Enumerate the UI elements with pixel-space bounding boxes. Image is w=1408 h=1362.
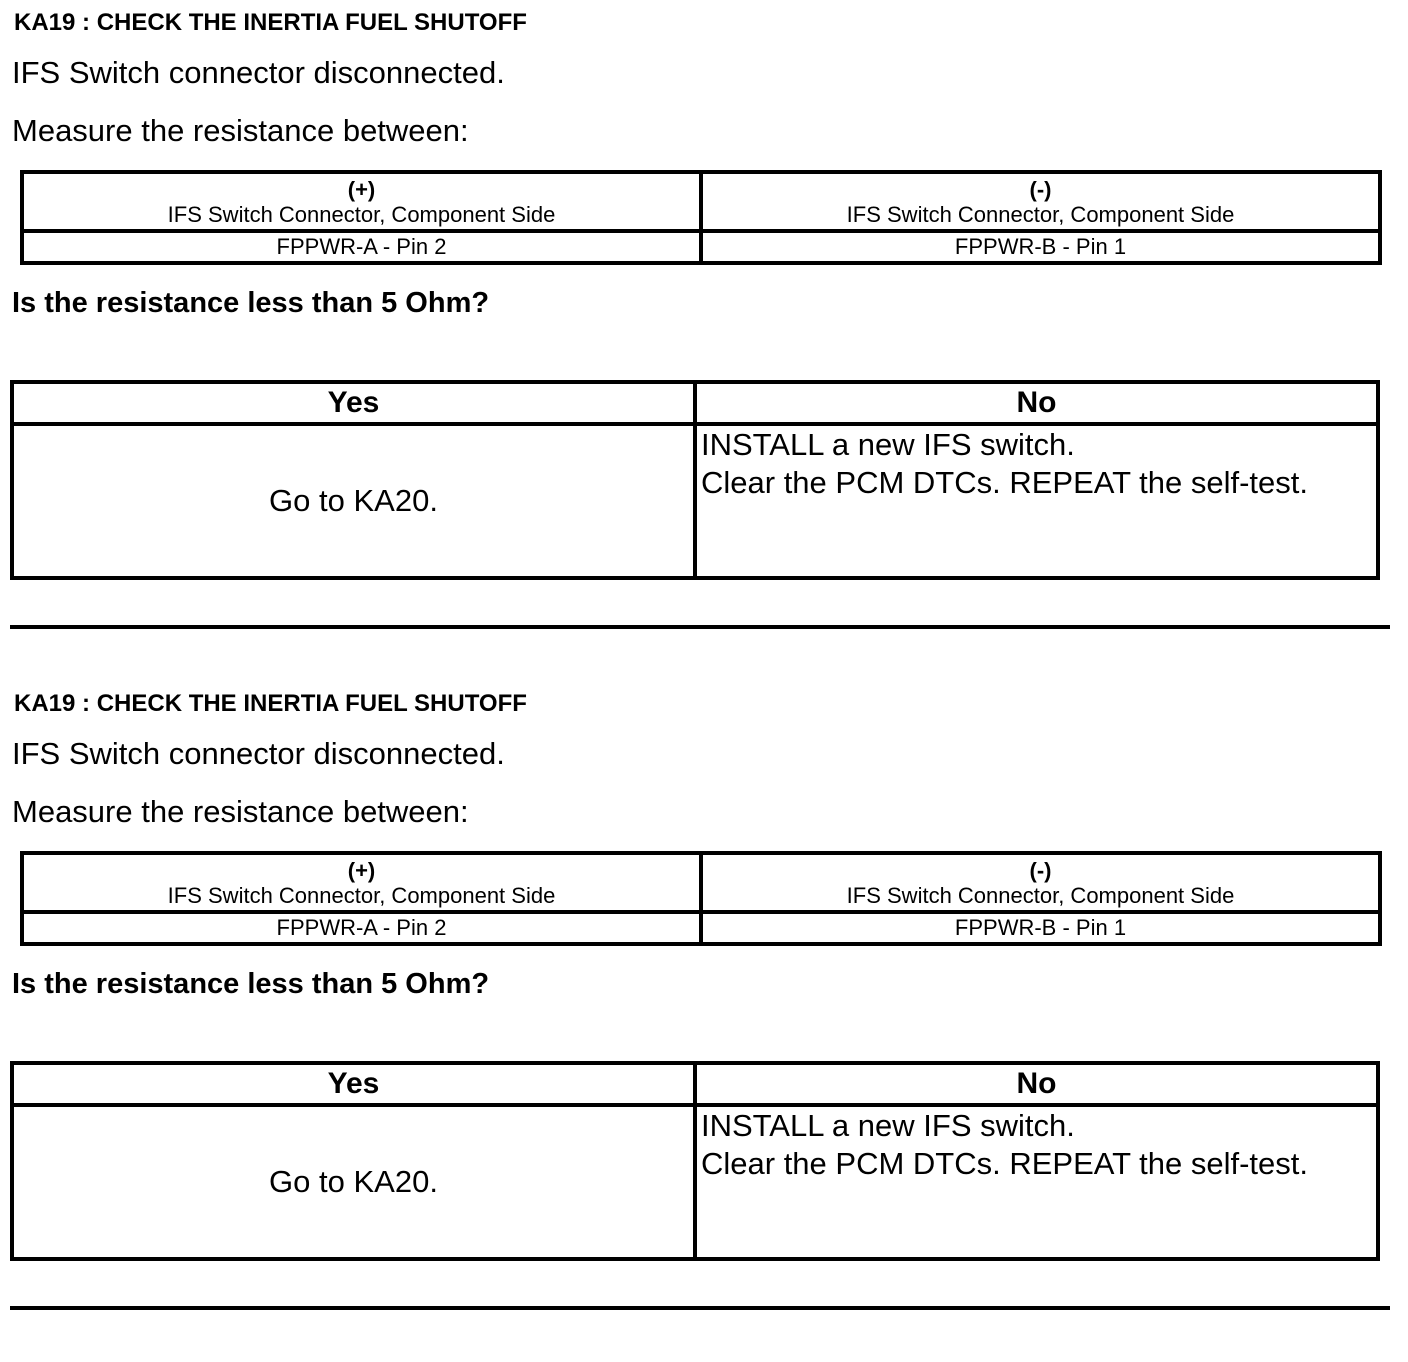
measurement-header-row — [22, 172, 1380, 231]
answer-action-row — [12, 1105, 1378, 1259]
yes-action: Go to KA20. — [12, 1105, 695, 1259]
negative-probe-label: IFS Switch Connector, Component Side — [846, 201, 1235, 227]
negative-sign: (-) — [1029, 857, 1052, 883]
step-condition: IFS Switch connector disconnected. — [12, 736, 505, 771]
step-instruction: Measure the resistance between: — [12, 113, 469, 148]
no-action — [695, 1105, 1378, 1259]
answer-table — [10, 380, 1380, 580]
no-header: No — [695, 1063, 1378, 1105]
measurement-header-row — [22, 853, 1380, 912]
measurement-value-row — [22, 912, 1380, 944]
yes-action: Go to KA20. — [12, 424, 695, 578]
positive-probe-pin: FPPWR-A - Pin 2 — [22, 912, 701, 944]
no-action — [695, 424, 1378, 578]
measurement-table — [20, 851, 1382, 946]
no-action-line: Clear the PCM DTCs. REPEAT the self-test. — [701, 1146, 1308, 1181]
no-action-line: Clear the PCM DTCs. REPEAT the self-test. — [701, 465, 1308, 500]
step-instruction: Measure the resistance between: — [12, 794, 469, 829]
diagnostic-step-block — [0, 681, 1408, 1362]
positive-probe-header — [22, 172, 701, 231]
negative-probe-header — [701, 172, 1380, 231]
no-header: No — [695, 382, 1378, 424]
negative-probe-pin: FPPWR-B - Pin 1 — [701, 231, 1380, 263]
negative-probe-header — [701, 853, 1380, 912]
negative-sign: (-) — [1029, 176, 1052, 202]
positive-probe-header — [22, 853, 701, 912]
no-action-line: INSTALL a new IFS switch. — [701, 427, 1075, 462]
section-divider — [10, 1306, 1390, 1310]
step-title: KA19 : CHECK THE INERTIA FUEL SHUTOFF — [14, 9, 527, 36]
answer-action-row — [12, 424, 1378, 578]
step-condition: IFS Switch connector disconnected. — [12, 55, 505, 90]
answer-header-row — [12, 1063, 1378, 1105]
yes-header: Yes — [12, 1063, 695, 1105]
positive-probe-label: IFS Switch Connector, Component Side — [167, 882, 556, 908]
negative-probe-label: IFS Switch Connector, Component Side — [846, 882, 1235, 908]
section-divider — [10, 625, 1390, 629]
positive-sign: (+) — [347, 176, 376, 202]
answer-header-row — [12, 382, 1378, 424]
negative-probe-pin: FPPWR-B - Pin 1 — [701, 912, 1380, 944]
yes-header: Yes — [12, 382, 695, 424]
step-question: Is the resistance less than 5 Ohm? — [12, 287, 490, 319]
measurement-value-row — [22, 231, 1380, 263]
positive-probe-label: IFS Switch Connector, Component Side — [167, 201, 556, 227]
answer-table — [10, 1061, 1380, 1261]
measurement-table — [20, 170, 1382, 265]
no-action-line: INSTALL a new IFS switch. — [701, 1108, 1075, 1143]
step-title: KA19 : CHECK THE INERTIA FUEL SHUTOFF — [14, 690, 527, 717]
positive-sign: (+) — [347, 857, 376, 883]
step-question: Is the resistance less than 5 Ohm? — [12, 968, 490, 1000]
positive-probe-pin: FPPWR-A - Pin 2 — [22, 231, 701, 263]
